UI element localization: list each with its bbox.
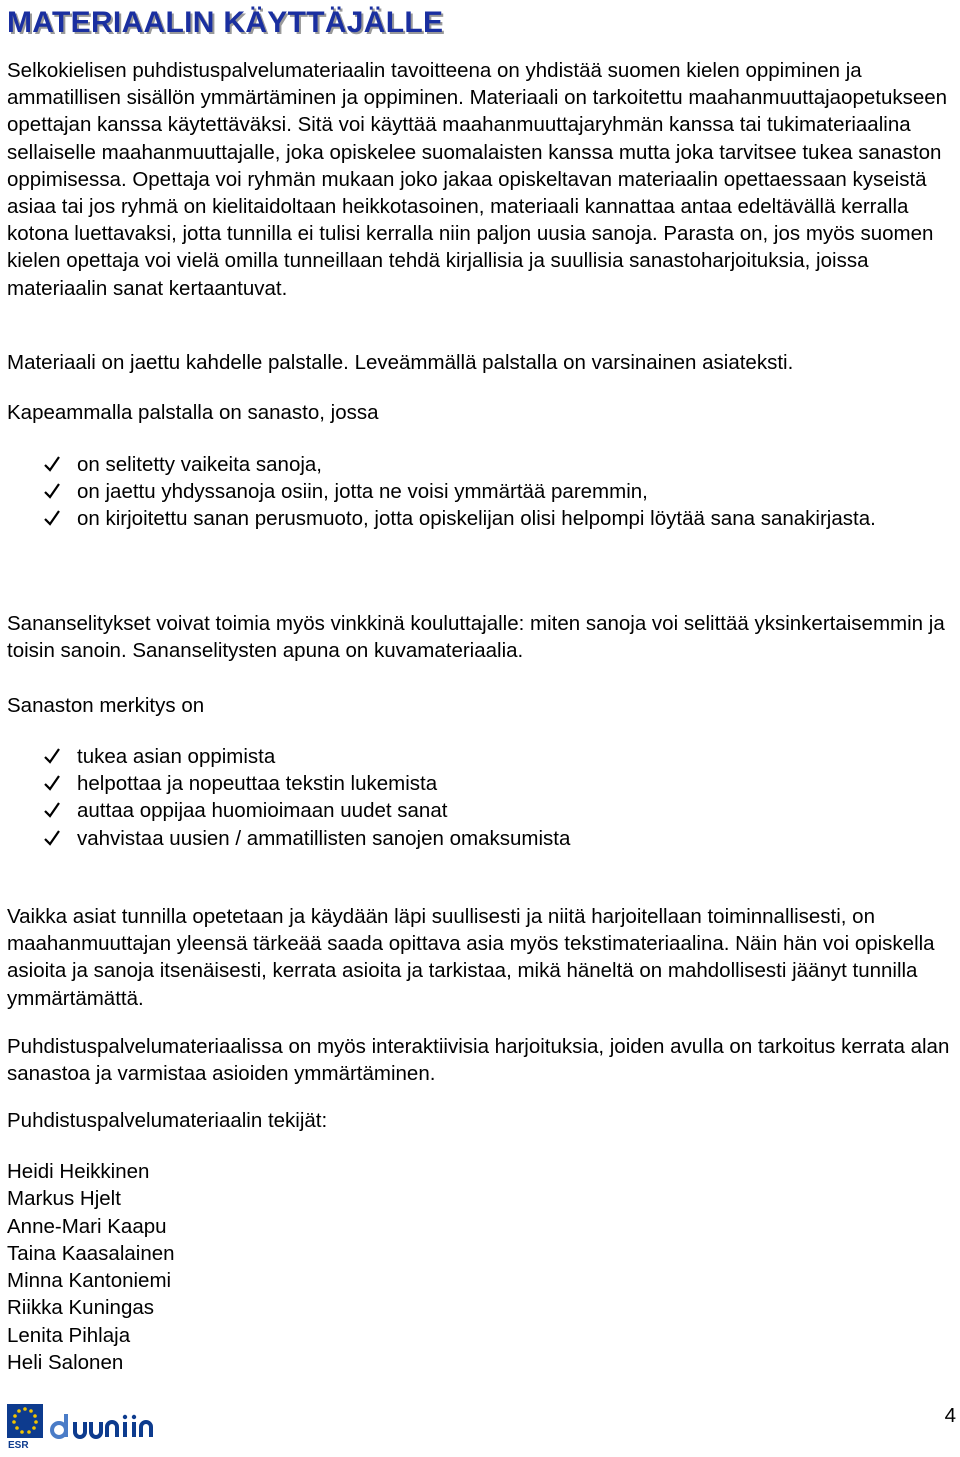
explanations-paragraph: Sananselitykset voivat toimia myös vinkkinä kouluttajalle: miten sanoja voi selittää yksinkertaisemmin ja toisin sanoin. Sananselitysten apuna on kuvamateriaalia. <box>7 612 945 663</box>
esr-duuniin-logo <box>7 1400 207 1450</box>
authors-list <box>7 1158 175 1376</box>
authors-heading: Puhdistuspalvelumateriaalin tekijät: <box>7 1109 328 1132</box>
list-item <box>7 797 953 824</box>
meaning-list <box>7 743 953 852</box>
interactive-paragraph: Puhdistuspalvelumateriaalissa on myös interaktiivisia harjoituksia, joiden avulla on tarkoitus kerrata alan sanastoa ja varmistaa asioiden ymmärtäminen. <box>7 1035 950 1086</box>
list-item-text: vahvistaa uusien / ammatillisten sanojen omaksumista <box>77 826 571 850</box>
list-item <box>7 451 953 478</box>
list-item-text: on selitetty vaikeita sanoja, <box>77 453 322 476</box>
list-item <box>7 743 953 770</box>
list-item <box>7 505 953 532</box>
author-name: Heidi Heikkinen <box>7 1160 150 1183</box>
check-icon <box>42 800 62 820</box>
oral-paragraph: Vaikka asiat tunnilla opetetaan ja käydään läpi suullisesti ja niitä harjoitellaan toiminnallisesti, on maahanmuuttajan yleensä tärkeää saada opittava asia myös tekstimateriaalina. Näin hän voi opiskella asioita ja sanoja itsenäisesti, kerrata asioita ja tarkistaa, mikä häneltä on mahdollisesti jäänyt tunnilla ymmärtämättä. <box>7 905 935 1010</box>
vocab-meaning-intro: Sanaston merkitys on <box>7 694 205 717</box>
page-number: 4 <box>944 1404 956 1427</box>
check-icon <box>42 481 62 501</box>
list-item <box>7 825 953 852</box>
list-item <box>7 478 953 505</box>
author-name: Riikka Kuningas <box>7 1296 154 1320</box>
columns-paragraph: Materiaali on jaettu kahdelle palstalle. Leveämmällä palstalla on varsinainen asiateksti. <box>7 351 794 374</box>
esr-label: ESR <box>8 1440 29 1450</box>
narrow-column-intro: Kapeammalla palstalla on sanasto, jossa <box>7 401 379 424</box>
check-icon <box>42 773 62 793</box>
duuniin-wordmark <box>52 1414 151 1437</box>
author-name: Taina Kaasalainen <box>7 1241 175 1265</box>
author-name: Markus Hjelt <box>7 1187 121 1211</box>
author-name: Anne-Mari Kaapu <box>7 1214 167 1238</box>
check-icon <box>42 454 62 474</box>
check-icon <box>42 508 62 528</box>
author-name: Heli Salonen <box>7 1351 124 1375</box>
list-item-text: tukea asian oppimista <box>77 745 276 768</box>
list-item-text: on jaettu yhdyssanoja osiin, jotta ne voisi ymmärtää paremmin, <box>77 480 648 504</box>
author-name: Lenita Pihlaja <box>7 1323 131 1347</box>
vocab-list <box>7 451 953 533</box>
check-icon <box>42 746 62 766</box>
list-item <box>7 770 953 797</box>
list-item-text: on kirjoitettu sanan perusmuoto, jotta opiskelijan olisi helpompi löytää sana sanakirjasta. <box>77 507 876 531</box>
intro-paragraph: Selkokielisen puhdistuspalvelumateriaalin tavoitteena on yhdistää suomen kielen oppiminen ja ammatillisen sisällön ymmärtäminen ja oppiminen. Materiaali on tarkoitettu maahanmuuttajaopetukseen opettajan kanssa käytettäväksi. Sitä voi käyttää maahanmuuttajaryhmän kanssa tai tukimateriaalina sellaiselle maahanmuuttajalle, joka opiskelee suomalaisten kanssa mutta joka tarvitsee tukea sanaston oppimisessa. Opettaja voi ryhmän mukaan joko jakaa opiskeltavan materiaalin opettaessaan kyseistä asiaa tai jos ryhmä on kielitaidoltaan heikkotasoinen, materiaali kannattaa antaa edeltävällä kerralla kotona luettavaksi, jotta tunnilla ei tulisi kerralla niin paljon uusia sanoja. Parasta on, jos myös suomen kielen opettaja voi vielä omilla tunneillaan tehdä kirjallisia ja suullisia sanastoharjoituksia, joissa materiaalin sanat kertaantuvat. <box>7 59 948 300</box>
check-icon <box>42 828 62 848</box>
list-item-text: auttaa oppijaa huomioimaan uudet sanat <box>77 799 448 823</box>
page-title: MATERIAALIN KÄYTTÄJÄLLE <box>7 6 444 39</box>
author-name: Minna Kantoniemi <box>7 1269 172 1293</box>
list-item-text: helpottaa ja nopeuttaa tekstin lukemista <box>77 772 438 796</box>
